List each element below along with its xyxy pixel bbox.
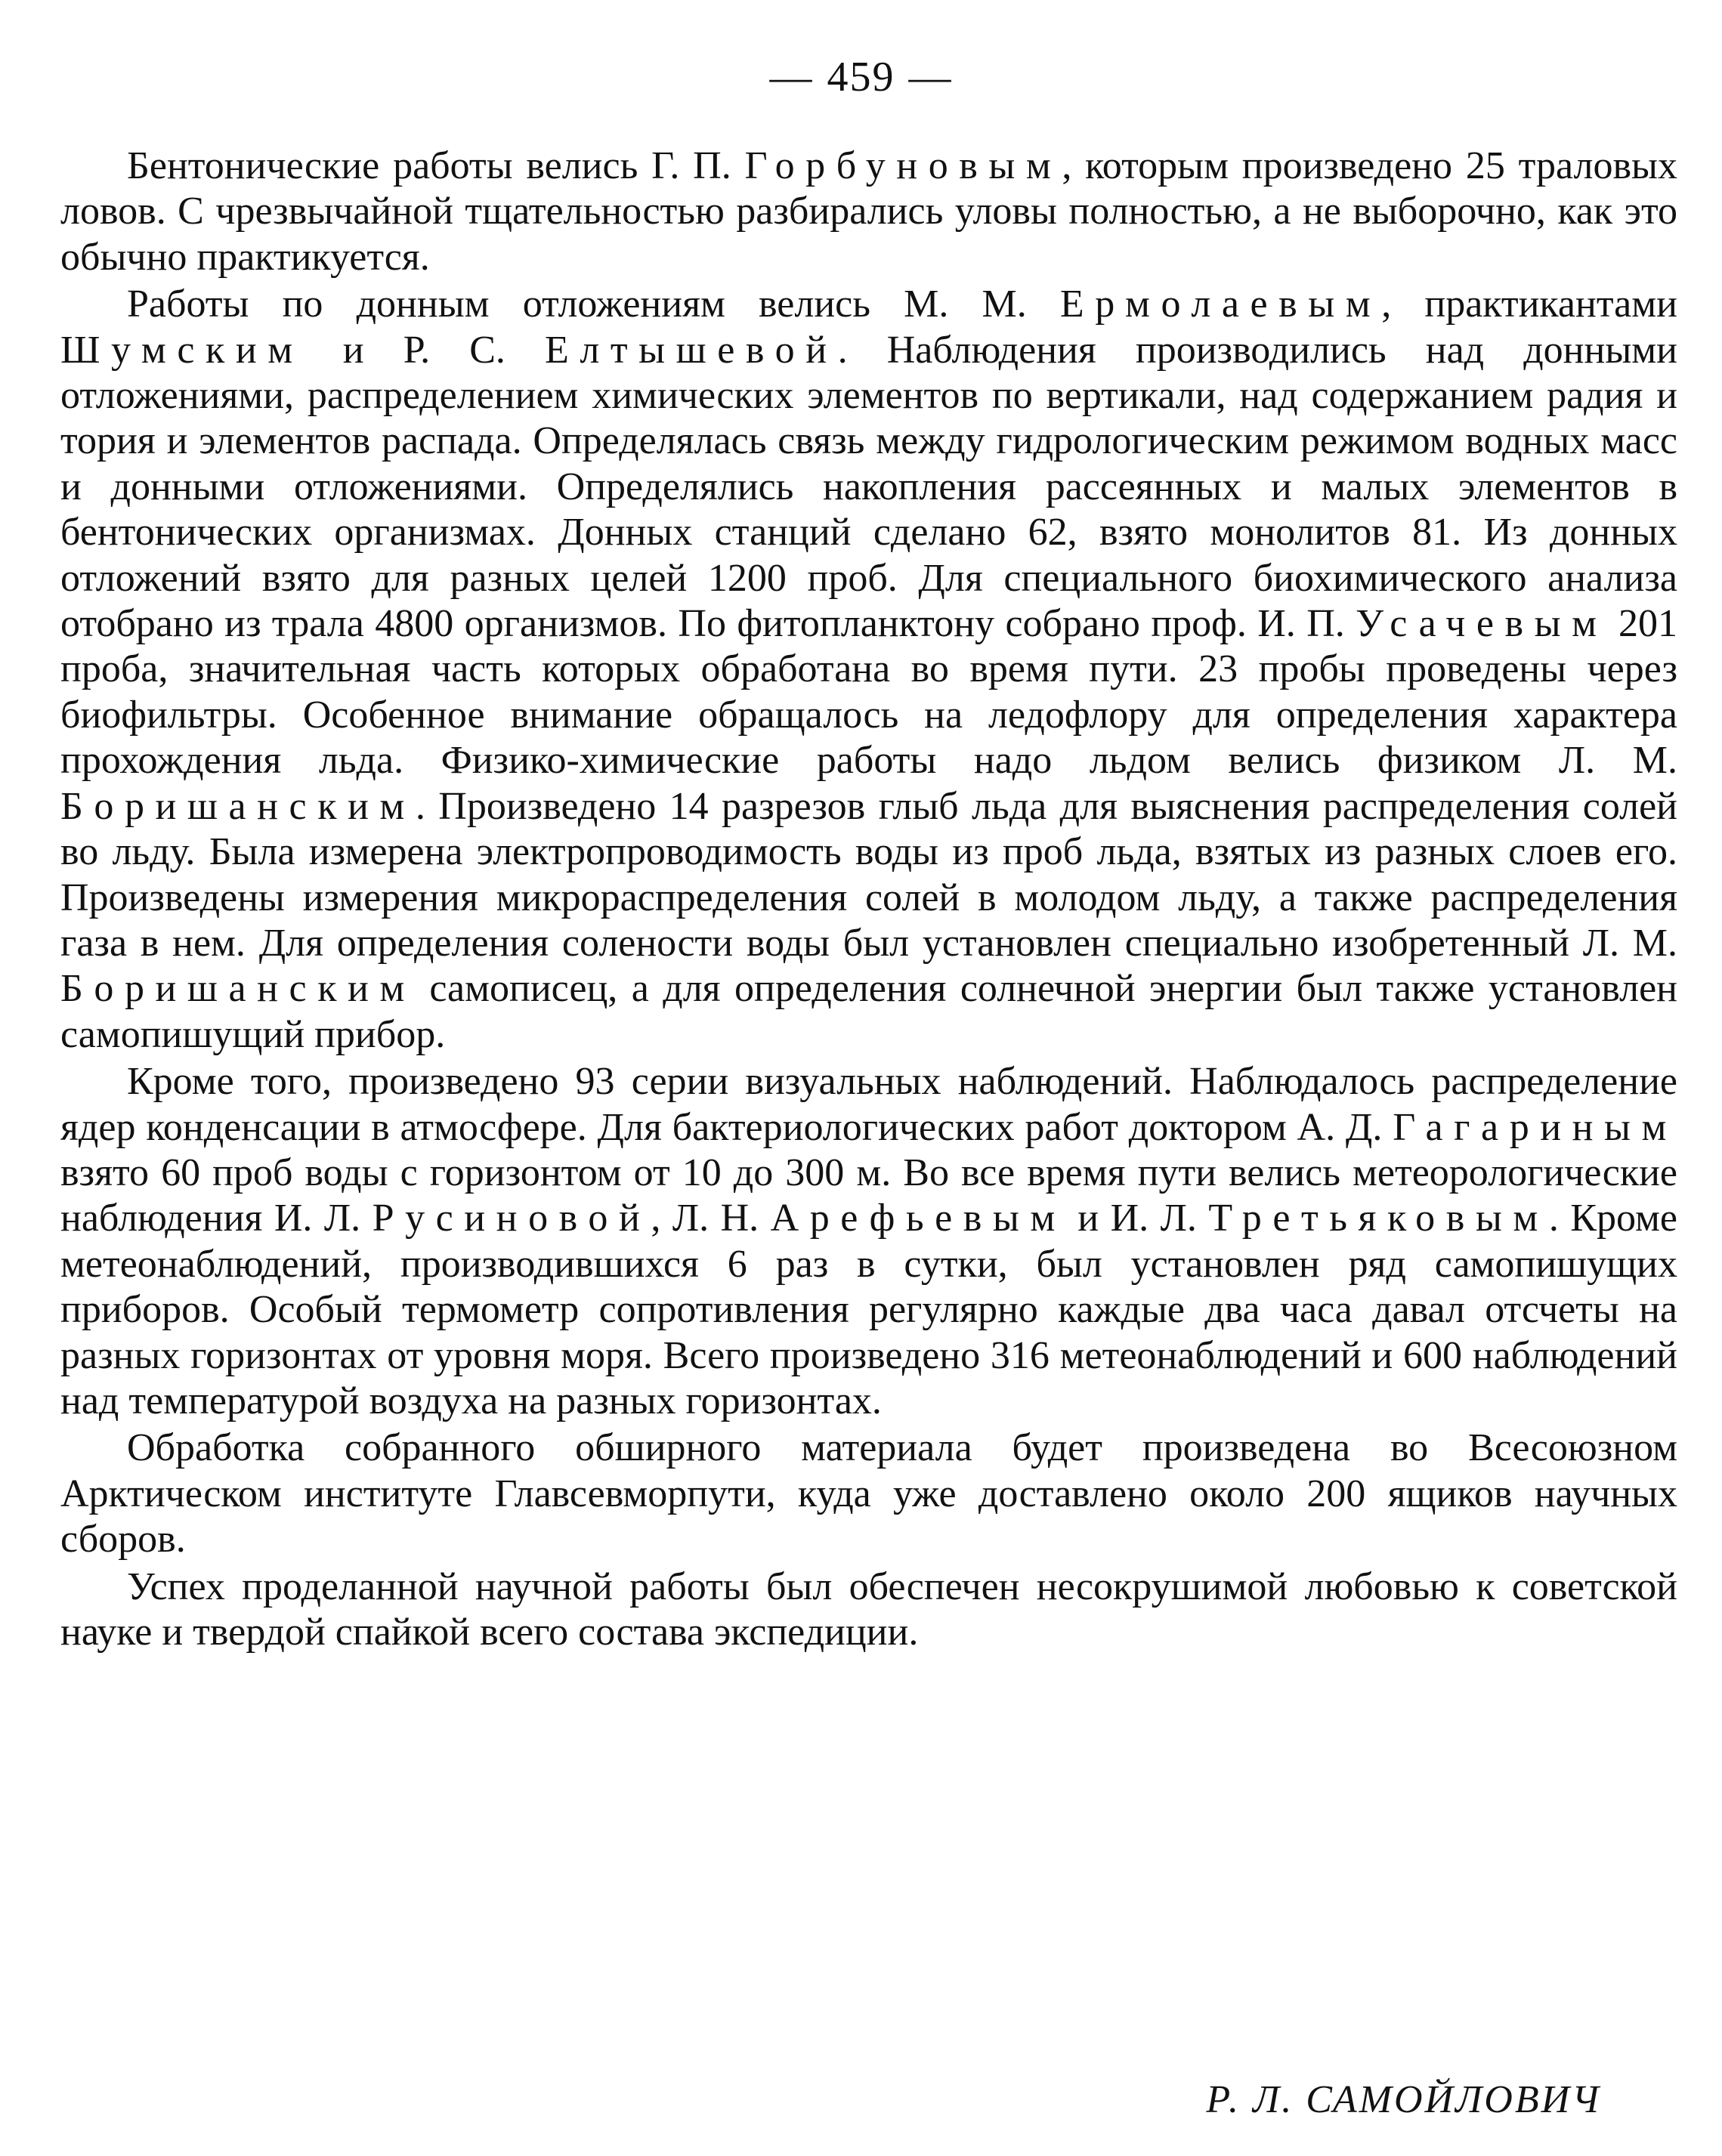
text-run: самописец, а для определения солнечной энергии был также установлен самопишущий прибор. (60, 967, 1677, 1056)
dash-right: — (908, 54, 953, 100)
text-run: и Р. С. (303, 328, 546, 372)
spaced-name: Русиновой (372, 1197, 651, 1240)
text-run: . Кроме метеонаблюдений, производившихся 6 раз в сутки, был установлен ряд самопишущих приборов. Особый термометр сопротивления регулярно каждые два часа давал отсчеты на разных горизонтах от уровня моря. Всего произведено 316 метеонаблюдений и 600 наблюдений над температурой воздуха на разных горизонтах. (60, 1197, 1677, 1422)
spaced-name: Горбуновым (744, 144, 1062, 187)
spaced-name: Елтышевой (545, 328, 838, 372)
text-run: Бентонические работы велись Г. П. (127, 144, 745, 187)
spaced-name: Арефьевым (770, 1197, 1066, 1240)
spaced-name: Ермолаевым (1059, 283, 1382, 326)
text-run: Кроме того, произведено 93 серии визуальных наблюдений. Наблюдалось распределение ядер конденсации в атмосфере. Для бактериологических работ доктором А. Д. (60, 1060, 1677, 1149)
text-run: . Произведено 14 разрезов глыб льда для выяснения распределения солей во льду. Была измерена электропроводимость воды из проб льда, взятых из разных слоев его. Произведены измерения микрораспределения солей в молодом льду, а также распределения газа в нем. Для определения солености воды был установлен специально изобретенный Л. М. (60, 784, 1677, 965)
spaced-name: Третьяковым (1208, 1197, 1549, 1240)
spaced-name: Боришанским (60, 784, 416, 828)
text-run: . Наблюдения производились над донными отложениями, распределением химических элементов по вертикали, над содержанием радия и тория и элементов распада. Определялась связь между гидрологическим режимом водных масс и донными отложениями. Определялись накопления рассеянных и малых элементов в бентонических организмах. Донных станций сделано 62, взято монолитов 81. Из донных отложений взято для разных целей 1200 проб. Для специального биохимического анализа отобрано из трала 4800 организмов. По фитопланктону собрано проф. И. П. (60, 328, 1677, 646)
text-run: , Л. Н. (651, 1197, 771, 1240)
spaced-name: Шумским (60, 328, 304, 372)
text-run: Обработка собранного обширного материала будет произведена во Всесоюзном Арктическом институте Главсевморпути, куда уже доставлено около 200 ящиков научных сборов. (60, 1426, 1677, 1561)
body-text (60, 144, 1677, 1657)
text-run: , практикантами (1381, 283, 1677, 326)
paragraph (60, 282, 1677, 1058)
text-run: взято 60 проб воды с горизонтом от 10 до 300 м. Во все время пути велись метеорологические наблюдения И. Л. (60, 1151, 1677, 1240)
spaced-name: Боришанским (60, 967, 416, 1011)
paragraph (60, 1425, 1677, 1562)
page-number-line (0, 47, 1722, 107)
paragraph (60, 1564, 1677, 1656)
spaced-name: Гагариным (1393, 1105, 1677, 1149)
text-run: Успех проделанной научной работы был обеспечен несокрушимой любовью к советской науке и твердой спайкой всего состава экспедиции. (60, 1564, 1677, 1654)
page-number: 459 (827, 54, 895, 100)
text-run: , которым произведено 25 траловых ловов. С чрезвычайной тщательностью разбирались уловы полностью, а не выборочно, как это обычно практикуется. (60, 144, 1677, 279)
dash-left: — (769, 54, 814, 100)
text-run: Работы по донным отложениям велись М. М. (127, 283, 1060, 326)
spaced-name: Усачевым (1356, 602, 1608, 646)
paragraph (60, 1059, 1677, 1424)
text-run: и И. Л. (1065, 1197, 1209, 1240)
author-signature: Р. Л. САМОЙЛОВИЧ (1206, 2078, 1601, 2121)
paragraph (60, 144, 1677, 280)
text-run: 201 проба, значительная часть которых обработана во время пути. 23 пробы проведены через биофильтры. Особенное внимание обращалось на ледофлору для определения характера прохождения льда. Физико-химические работы надо льдом велись физиком Л. М. (60, 602, 1677, 783)
